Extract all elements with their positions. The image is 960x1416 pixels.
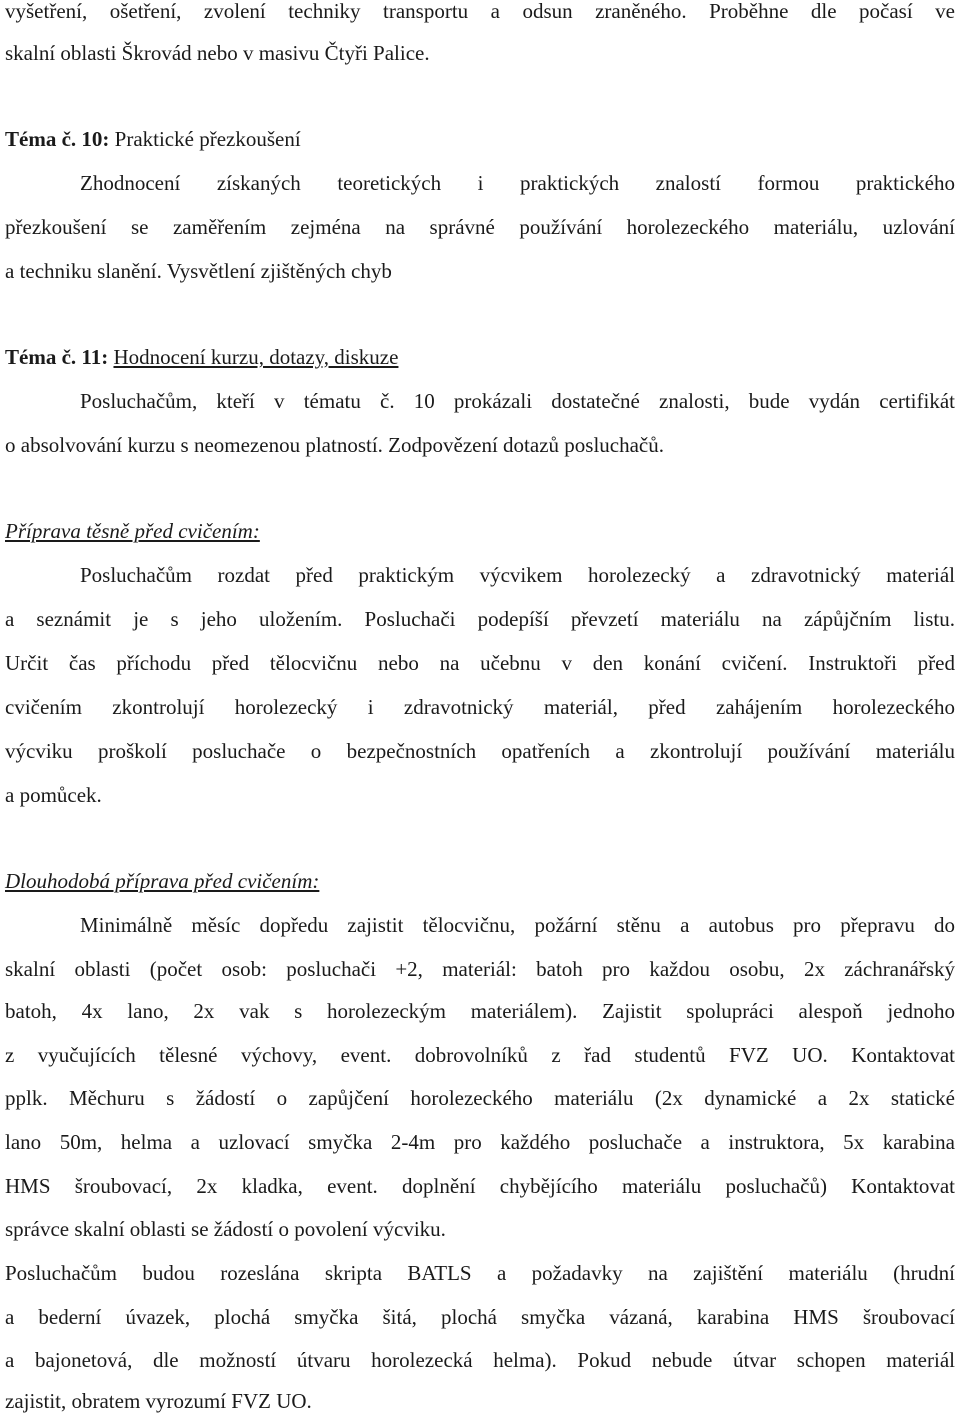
topic-10-heading <box>5 124 955 154</box>
prep-line-5: výcviku proškolí posluchače o bezpečnostních opatřeních a zkontrolují používání materiálu <box>5 739 955 763</box>
long-prep-heading: Dlouhodobá příprava před cvičením: <box>5 869 320 893</box>
long-prep-line-4: z vyučujících tělesné výchovy, event. dobrovolníků z řad studentů FVZ UO. Kontaktovat <box>5 1043 955 1067</box>
topic-11-line-2: o absolvování kurzu s neomezenou platností. Zodpovězení dotazů posluchačů. <box>5 433 664 457</box>
prep-line-6: a pomůcek. <box>5 783 102 807</box>
topic-10-line-3: a techniku slanění. Vysvětlení zjištěných chyb <box>5 259 392 283</box>
intro-line-1: vyšetření, ošetření, zvolení techniky transportu a odsun zraněného. Proběhne dle počasí ve <box>5 0 955 23</box>
long-prep-line-5: pplk. Měchuru s žádostí o zapůjčení horolezeckého materiálu (2x dynamické a 2x statické <box>5 1086 955 1110</box>
long-prep-line-6: lano 50m, helma a uzlovací smyčka 2-4m pro každého posluchače a instruktora, 5x karabina <box>5 1130 955 1154</box>
long-prep-line-7: HMS šroubovací, 2x kladka, event. doplnění chybějícího materiálu posluchačů) Kontaktovat <box>5 1174 955 1198</box>
prep-line-3: Určit čas příchodu před tělocvičnu nebo na učebnu v den konání cvičení. Instruktoři před <box>5 651 955 675</box>
long-prep-line-9: Posluchačům budou rozeslána skripta BATLS a požadavky na zajištění materiálu (hrudní <box>5 1261 955 1285</box>
long-prep-line-3: batoh, 4x lano, 2x vak s horolezeckým materiálem). Zajistit spolupráci alespoň jednoho <box>5 999 955 1023</box>
long-prep-line-8: správce skalní oblasti se žádostí o povolení výcviku. <box>5 1217 446 1241</box>
intro-line-2: skalní oblasti Škrovád nebo v masivu Čtyři Palice. <box>5 41 430 65</box>
topic-10-label: Téma č. 10: <box>5 127 110 151</box>
topic-10-line-1: Zhodnocení získaných teoretických i praktických znalostí formou praktického <box>80 171 955 195</box>
prep-line-2: a seznámit je s jeho uložením. Posluchači podepíší převzetí materiálu na zápůjčním listu. <box>5 607 955 631</box>
long-prep-line-11: a bajonetová, dle možností útvaru horolezecká helma). Pokud nebude útvar schopen materiál <box>5 1348 955 1372</box>
topic-11-label: Téma č. 11: <box>5 345 109 369</box>
topic-11-title: Hodnocení kurzu, dotazy, diskuze <box>113 345 399 369</box>
long-prep-line-1: Minimálně měsíc dopředu zajistit tělocvičnu, požární stěnu a autobus pro přepravu do <box>80 913 955 937</box>
long-prep-line-2: skalní oblasti (počet osob: posluchači +2, materiál: batoh pro každou osobu, 2x záchranářský <box>5 957 955 981</box>
long-prep-line-10: a bederní úvazek, plochá smyčka šitá, plochá smyčka vázaná, karabina HMS šroubovací <box>5 1305 955 1329</box>
topic-10-line-2: přezkoušení se zaměřením zejména na správné používání horolezeckého materiálu, uzlování <box>5 215 955 239</box>
prep-heading: Příprava těsně před cvičením: <box>5 519 260 543</box>
topic-10-title: Praktické přezkoušení <box>114 127 301 151</box>
prep-line-4: cvičením zkontrolují horolezecký i zdravotnický materiál, před zahájením horolezeckého <box>5 695 955 719</box>
topic-11-line-1: Posluchačům, kteří v tématu č. 10 prokázali dostatečné znalosti, bude vydán certifikát <box>80 389 955 413</box>
long-prep-line-12: zajistit, obratem vyrozumí FVZ UO. <box>5 1389 312 1413</box>
prep-line-1: Posluchačům rozdat před praktickým výcvikem horolezecký a zdravotnický materiál <box>80 563 955 587</box>
topic-11-heading <box>5 342 955 372</box>
